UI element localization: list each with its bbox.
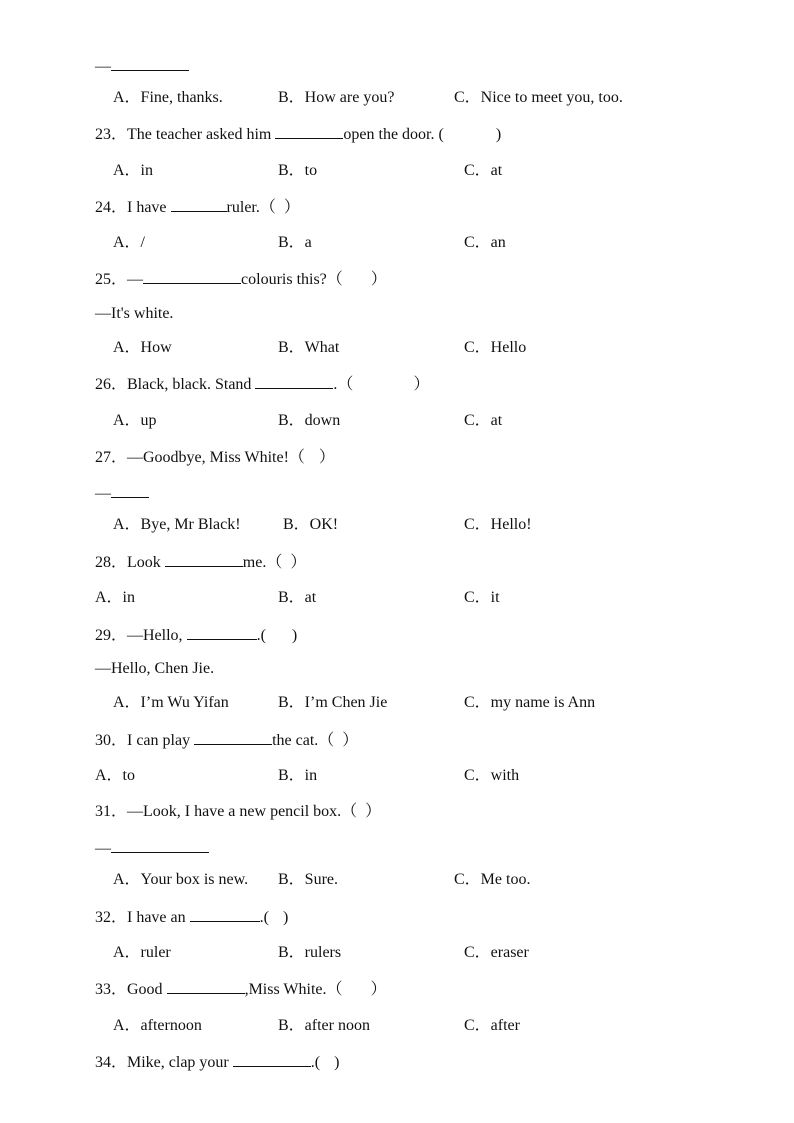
q26-stem bbox=[95, 374, 429, 395]
stem-text: 30．I can play bbox=[95, 732, 195, 749]
q25-option-a[interactable]: A．How bbox=[113, 339, 172, 356]
stem-text: 23．The teacher asked him bbox=[95, 126, 276, 143]
q33-stem bbox=[95, 979, 387, 1000]
stem-text: ,Miss White.（ bbox=[244, 981, 343, 998]
q29-option-a[interactable]: A．I’m Wu Yifan bbox=[113, 694, 229, 711]
answer-blank[interactable] bbox=[233, 1052, 311, 1067]
q31-stem bbox=[95, 802, 381, 822]
bracket: ) bbox=[282, 909, 289, 926]
q30-stem bbox=[95, 730, 358, 751]
bracket: ） bbox=[413, 376, 430, 393]
q31-option-c[interactable]: C．Me too. bbox=[454, 871, 531, 888]
q28-stem bbox=[95, 552, 306, 573]
q27-stem bbox=[95, 448, 335, 468]
answer-blank[interactable] bbox=[165, 552, 243, 567]
stem-text: 29．—Hello, bbox=[95, 627, 187, 644]
q34-stem bbox=[95, 1052, 339, 1073]
q22-option-a[interactable]: A．Fine, thanks. bbox=[113, 89, 223, 106]
q30-option-a[interactable]: A．to bbox=[95, 767, 136, 784]
bracket: ） bbox=[318, 449, 335, 466]
stem-text: me.（ bbox=[242, 554, 283, 571]
q26-option-c[interactable]: C．at bbox=[464, 412, 503, 429]
q22-option-b[interactable]: B．How are you? bbox=[278, 89, 395, 106]
q32-option-b[interactable]: B．rulers bbox=[278, 944, 342, 961]
q29-stem bbox=[95, 625, 297, 646]
q28-option-c[interactable]: C．it bbox=[464, 589, 500, 606]
q23-option-a[interactable]: A．in bbox=[113, 162, 154, 179]
answer-blank[interactable] bbox=[255, 374, 333, 389]
dash: — bbox=[95, 58, 111, 75]
answer-blank[interactable] bbox=[187, 625, 257, 640]
stem-text: 33．Good bbox=[95, 981, 167, 998]
stem-text: 32．I have an bbox=[95, 909, 190, 926]
q28-option-a[interactable]: A．in bbox=[95, 589, 136, 606]
stem-text: ruler.（ bbox=[226, 199, 276, 216]
answer-blank[interactable] bbox=[167, 979, 245, 994]
answer-blank[interactable] bbox=[111, 56, 189, 71]
stem-text: the cat.（ bbox=[272, 732, 335, 749]
bracket: ） bbox=[283, 199, 300, 216]
q25-option-b[interactable]: B．What bbox=[278, 339, 340, 356]
dash: — bbox=[95, 840, 111, 857]
bracket: ） bbox=[365, 803, 382, 820]
answer-blank[interactable] bbox=[194, 730, 272, 745]
q25-option-c[interactable]: C．Hello bbox=[464, 339, 527, 356]
stem-text: 24．I have bbox=[95, 199, 171, 216]
q27-option-b[interactable]: B．OK! bbox=[283, 516, 339, 533]
bracket: ) bbox=[334, 1054, 340, 1071]
bracket: ） bbox=[290, 554, 307, 571]
answer-blank[interactable] bbox=[143, 269, 241, 284]
q30-option-b[interactable]: B．in bbox=[278, 767, 318, 784]
answer-blank[interactable] bbox=[190, 907, 260, 922]
bracket: ） bbox=[342, 732, 359, 749]
q24-option-b[interactable]: B．a bbox=[278, 234, 312, 251]
q24-option-c[interactable]: C．an bbox=[464, 234, 506, 251]
q23-option-c[interactable]: C．at bbox=[464, 162, 503, 179]
q23-option-b[interactable]: B．to bbox=[278, 162, 318, 179]
stem-text: 25．— bbox=[95, 271, 144, 288]
stem-text: .( bbox=[259, 909, 269, 926]
q29-reply: —Hello, Chen Jie. bbox=[95, 660, 215, 677]
bracket: ) bbox=[291, 627, 298, 644]
bracket: ) bbox=[495, 126, 502, 143]
q30-option-c[interactable]: C．with bbox=[464, 767, 520, 784]
stem-text: .（ bbox=[333, 376, 354, 393]
q22-option-c[interactable]: C．Nice to meet you, too. bbox=[454, 89, 623, 106]
q26-option-a[interactable]: A．up bbox=[113, 412, 157, 429]
dash: — bbox=[95, 485, 111, 502]
bracket: ） bbox=[370, 981, 387, 998]
q32-option-a[interactable]: A．ruler bbox=[113, 944, 171, 961]
q31-reply-line bbox=[95, 838, 209, 859]
q33-option-b[interactable]: B．after noon bbox=[278, 1017, 370, 1034]
answer-blank[interactable] bbox=[111, 838, 209, 853]
q29-option-c[interactable]: C．my name is Ann bbox=[464, 694, 596, 711]
answer-blank[interactable] bbox=[111, 483, 149, 498]
stem-text: .( bbox=[256, 627, 266, 644]
q22-dash-line bbox=[95, 56, 189, 77]
q27-reply-line bbox=[95, 483, 149, 504]
q23-stem bbox=[95, 124, 501, 145]
q25-stem bbox=[95, 269, 387, 290]
q31-option-b[interactable]: B．Sure. bbox=[278, 871, 339, 888]
q24-stem bbox=[95, 197, 300, 218]
stem-text: 26．Black, black. Stand bbox=[95, 376, 256, 393]
q32-stem bbox=[95, 907, 288, 928]
q33-option-a[interactable]: A．afternoon bbox=[113, 1017, 202, 1034]
q32-option-c[interactable]: C．eraser bbox=[464, 944, 529, 961]
q25-reply: —It's white. bbox=[95, 305, 174, 322]
stem-text: 27．—Goodbye, Miss White!（ bbox=[95, 449, 305, 466]
stem-text: 34．Mike, clap your bbox=[95, 1054, 233, 1071]
q27-option-c[interactable]: C．Hello! bbox=[464, 516, 532, 533]
q28-option-b[interactable]: B．at bbox=[278, 589, 317, 606]
q26-option-b[interactable]: B．down bbox=[278, 412, 341, 429]
stem-text: 28．Look bbox=[95, 554, 165, 571]
q29-option-b[interactable]: B．I’m Chen Jie bbox=[278, 694, 388, 711]
stem-text: .( bbox=[310, 1054, 321, 1071]
stem-text: 31．—Look, I have a new pencil box.（ bbox=[95, 803, 358, 820]
answer-blank[interactable] bbox=[171, 197, 227, 212]
q27-option-a[interactable]: A．Bye, Mr Black! bbox=[113, 516, 241, 533]
q33-option-c[interactable]: C．after bbox=[464, 1017, 520, 1034]
stem-text: open the door. ( bbox=[343, 126, 444, 143]
answer-blank[interactable] bbox=[275, 124, 343, 139]
stem-text: colouris this?（ bbox=[241, 271, 343, 288]
q31-option-a[interactable]: A．Your box is new. bbox=[113, 871, 249, 888]
q24-option-a[interactable]: A．/ bbox=[113, 234, 146, 251]
bracket: ） bbox=[370, 271, 387, 288]
